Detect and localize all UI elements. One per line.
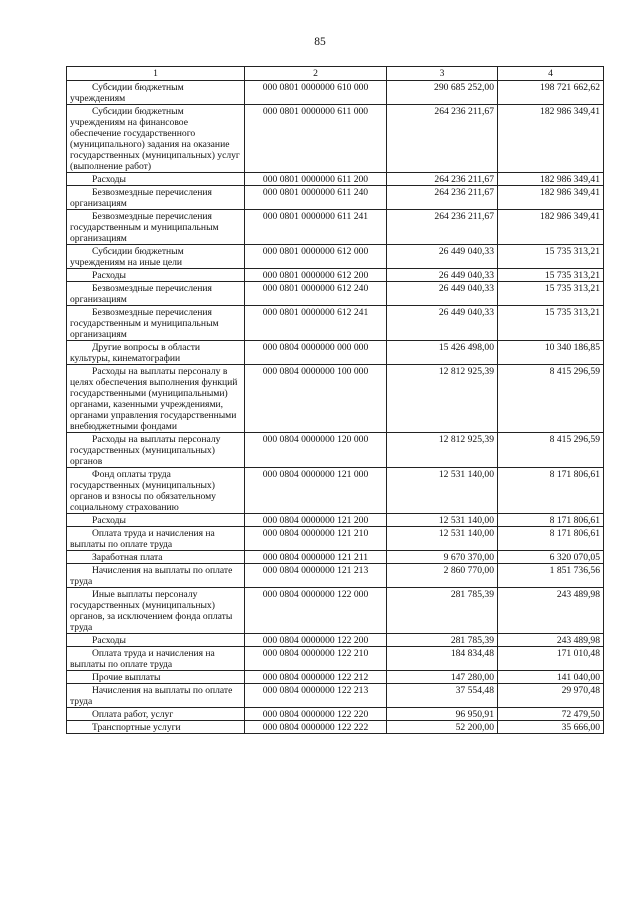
item-name-cell: Оплата труда и начисления на выплаты по оплате труда bbox=[67, 647, 245, 671]
executed-amount-cell: 72 479,50 bbox=[498, 708, 604, 721]
item-name-cell: Безвозмездные перечисления организациям bbox=[67, 282, 245, 306]
planned-amount-cell: 37 554,48 bbox=[387, 684, 498, 708]
executed-amount-cell: 15 735 313,21 bbox=[498, 282, 604, 306]
executed-amount-cell: 15 735 313,21 bbox=[498, 306, 604, 341]
table-row bbox=[67, 81, 604, 105]
classification-code-cell: 000 0804 0000000 122 200 bbox=[245, 634, 387, 647]
table-row bbox=[67, 721, 604, 734]
item-name-cell: Прочие выплаты bbox=[67, 671, 245, 684]
executed-amount-cell: 10 340 186,85 bbox=[498, 341, 604, 365]
planned-amount-cell: 12 812 925,39 bbox=[387, 433, 498, 468]
planned-amount-cell: 52 200,00 bbox=[387, 721, 498, 734]
item-name-cell: Субсидии бюджетным учреждениям bbox=[67, 81, 245, 105]
table-row bbox=[67, 433, 604, 468]
item-name-cell: Расходы bbox=[67, 514, 245, 527]
executed-amount-cell: 15 735 313,21 bbox=[498, 269, 604, 282]
executed-amount-cell: 8 171 806,61 bbox=[498, 527, 604, 551]
classification-code-cell: 000 0804 0000000 121 200 bbox=[245, 514, 387, 527]
item-name-cell: Расходы на выплаты персоналу государственных (муниципальных) органов bbox=[67, 433, 245, 468]
classification-code-cell: 000 0804 0000000 120 000 bbox=[245, 433, 387, 468]
item-name-cell: Субсидии бюджетным учреждениям на финансовое обеспечение государственного (муниципального) задания на оказание государственных (муниципальных) услуг (выполнение работ) bbox=[67, 105, 245, 173]
executed-amount-cell: 35 666,00 bbox=[498, 721, 604, 734]
classification-code-cell: 000 0801 0000000 611 000 bbox=[245, 105, 387, 173]
planned-amount-cell: 184 834,48 bbox=[387, 647, 498, 671]
planned-amount-cell: 264 236 211,67 bbox=[387, 173, 498, 186]
table-row bbox=[67, 306, 604, 341]
planned-amount-cell: 26 449 040,33 bbox=[387, 282, 498, 306]
classification-code-cell: 000 0801 0000000 612 200 bbox=[245, 269, 387, 282]
classification-code-cell: 000 0801 0000000 612 241 bbox=[245, 306, 387, 341]
item-name-cell: Безвозмездные перечисления государственным и муниципальным организациям bbox=[67, 210, 245, 245]
table-row bbox=[67, 341, 604, 365]
table-row bbox=[67, 634, 604, 647]
planned-amount-cell: 290 685 252,00 bbox=[387, 81, 498, 105]
executed-amount-cell: 8 171 806,61 bbox=[498, 514, 604, 527]
classification-code-cell: 000 0804 0000000 121 210 bbox=[245, 527, 387, 551]
table-row bbox=[67, 708, 604, 721]
classification-code-cell: 000 0804 0000000 100 000 bbox=[245, 365, 387, 433]
executed-amount-cell: 243 489,98 bbox=[498, 634, 604, 647]
item-name-cell: Иные выплаты персоналу государственных (муниципальных) органов, за исключением фонда оплаты труда bbox=[67, 588, 245, 634]
executed-amount-cell: 171 010,48 bbox=[498, 647, 604, 671]
table-row bbox=[67, 468, 604, 514]
classification-code-cell: 000 0801 0000000 610 000 bbox=[245, 81, 387, 105]
item-name-cell: Оплата работ, услуг bbox=[67, 708, 245, 721]
classification-code-cell: 000 0801 0000000 611 200 bbox=[245, 173, 387, 186]
executed-amount-cell: 1 851 736,56 bbox=[498, 564, 604, 588]
classification-code-cell: 000 0801 0000000 612 000 bbox=[245, 245, 387, 269]
classification-code-cell: 000 0804 0000000 122 213 bbox=[245, 684, 387, 708]
planned-amount-cell: 264 236 211,67 bbox=[387, 210, 498, 245]
budget-table bbox=[66, 66, 604, 734]
item-name-cell: Расходы на выплаты персоналу в целях обеспечения выполнения функций государственными (муниципальными) органами, казенными учреждениями, органами управления государственными внебюджетными фондами bbox=[67, 365, 245, 433]
table-row bbox=[67, 588, 604, 634]
header-row bbox=[67, 67, 604, 81]
column-header-4: 4 bbox=[498, 67, 604, 81]
item-name-cell: Субсидии бюджетным учреждениям на иные цели bbox=[67, 245, 245, 269]
classification-code-cell: 000 0804 0000000 121 211 bbox=[245, 551, 387, 564]
table-row bbox=[67, 173, 604, 186]
classification-code-cell: 000 0801 0000000 612 240 bbox=[245, 282, 387, 306]
item-name-cell: Расходы bbox=[67, 634, 245, 647]
table-row bbox=[67, 527, 604, 551]
item-name-cell: Заработная плата bbox=[67, 551, 245, 564]
executed-amount-cell: 182 986 349,41 bbox=[498, 173, 604, 186]
item-name-cell: Безвозмездные перечисления государственным и муниципальным организациям bbox=[67, 306, 245, 341]
classification-code-cell: 000 0804 0000000 000 000 bbox=[245, 341, 387, 365]
item-name-cell: Расходы bbox=[67, 269, 245, 282]
planned-amount-cell: 281 785,39 bbox=[387, 588, 498, 634]
item-name-cell: Транспортные услуги bbox=[67, 721, 245, 734]
planned-amount-cell: 147 280,00 bbox=[387, 671, 498, 684]
column-header-1: 1 bbox=[67, 67, 245, 81]
classification-code-cell: 000 0804 0000000 122 210 bbox=[245, 647, 387, 671]
page-number: 85 bbox=[314, 36, 326, 48]
classification-code-cell: 000 0804 0000000 122 000 bbox=[245, 588, 387, 634]
planned-amount-cell: 12 531 140,00 bbox=[387, 514, 498, 527]
executed-amount-cell: 243 489,98 bbox=[498, 588, 604, 634]
classification-code-cell: 000 0801 0000000 611 240 bbox=[245, 186, 387, 210]
item-name-cell: Расходы bbox=[67, 173, 245, 186]
executed-amount-cell: 15 735 313,21 bbox=[498, 245, 604, 269]
table-row bbox=[67, 365, 604, 433]
executed-amount-cell: 141 040,00 bbox=[498, 671, 604, 684]
classification-code-cell: 000 0804 0000000 121 000 bbox=[245, 468, 387, 514]
classification-code-cell: 000 0804 0000000 121 213 bbox=[245, 564, 387, 588]
column-header-2: 2 bbox=[245, 67, 387, 81]
item-name-cell: Оплата труда и начисления на выплаты по оплате труда bbox=[67, 527, 245, 551]
executed-amount-cell: 182 986 349,41 bbox=[498, 105, 604, 173]
planned-amount-cell: 12 812 925,39 bbox=[387, 365, 498, 433]
executed-amount-cell: 182 986 349,41 bbox=[498, 186, 604, 210]
planned-amount-cell: 15 426 498,00 bbox=[387, 341, 498, 365]
planned-amount-cell: 12 531 140,00 bbox=[387, 468, 498, 514]
column-header-3: 3 bbox=[387, 67, 498, 81]
planned-amount-cell: 26 449 040,33 bbox=[387, 245, 498, 269]
table-row bbox=[67, 671, 604, 684]
table-row bbox=[67, 282, 604, 306]
classification-code-cell: 000 0804 0000000 122 222 bbox=[245, 721, 387, 734]
item-name-cell: Начисления на выплаты по оплате труда bbox=[67, 564, 245, 588]
table-row bbox=[67, 514, 604, 527]
executed-amount-cell: 8 171 806,61 bbox=[498, 468, 604, 514]
table-row bbox=[67, 245, 604, 269]
item-name-cell: Фонд оплаты труда государственных (муниципальных) органов и взносы по обязательному социальному страхованию bbox=[67, 468, 245, 514]
table-row bbox=[67, 647, 604, 671]
classification-code-cell: 000 0801 0000000 611 241 bbox=[245, 210, 387, 245]
table-row bbox=[67, 210, 604, 245]
executed-amount-cell: 29 970,48 bbox=[498, 684, 604, 708]
table-row bbox=[67, 551, 604, 564]
table-row bbox=[67, 684, 604, 708]
executed-amount-cell: 8 415 296,59 bbox=[498, 365, 604, 433]
executed-amount-cell: 8 415 296,59 bbox=[498, 433, 604, 468]
planned-amount-cell: 26 449 040,33 bbox=[387, 269, 498, 282]
table-row bbox=[67, 105, 604, 173]
item-name-cell: Другие вопросы в области культуры, кинематографии bbox=[67, 341, 245, 365]
classification-code-cell: 000 0804 0000000 122 212 bbox=[245, 671, 387, 684]
planned-amount-cell: 12 531 140,00 bbox=[387, 527, 498, 551]
planned-amount-cell: 26 449 040,33 bbox=[387, 306, 498, 341]
table-row bbox=[67, 186, 604, 210]
executed-amount-cell: 182 986 349,41 bbox=[498, 210, 604, 245]
table-body bbox=[67, 81, 604, 734]
executed-amount-cell: 6 320 070,05 bbox=[498, 551, 604, 564]
planned-amount-cell: 96 950,91 bbox=[387, 708, 498, 721]
item-name-cell: Безвозмездные перечисления организациям bbox=[67, 186, 245, 210]
table-row bbox=[67, 269, 604, 282]
classification-code-cell: 000 0804 0000000 122 220 bbox=[245, 708, 387, 721]
planned-amount-cell: 2 860 770,00 bbox=[387, 564, 498, 588]
item-name-cell: Начисления на выплаты по оплате труда bbox=[67, 684, 245, 708]
planned-amount-cell: 264 236 211,67 bbox=[387, 186, 498, 210]
planned-amount-cell: 264 236 211,67 bbox=[387, 105, 498, 173]
planned-amount-cell: 9 670 370,00 bbox=[387, 551, 498, 564]
planned-amount-cell: 281 785,39 bbox=[387, 634, 498, 647]
executed-amount-cell: 198 721 662,62 bbox=[498, 81, 604, 105]
table-row bbox=[67, 564, 604, 588]
